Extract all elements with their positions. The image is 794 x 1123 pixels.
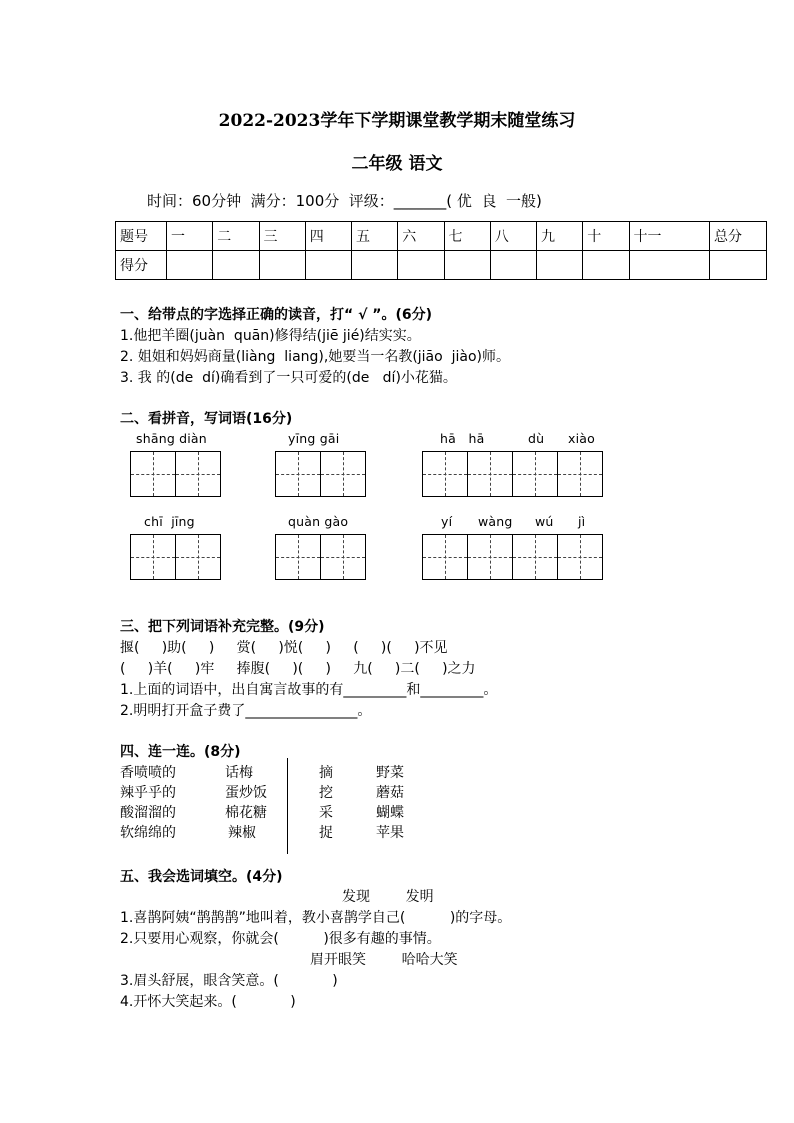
table-cell: 四 xyxy=(305,222,351,251)
pinyin-label: yīng gāi xyxy=(288,431,340,446)
score-input-cell[interactable] xyxy=(583,251,629,280)
match-item[interactable]: 挖 xyxy=(319,785,333,801)
writing-cell[interactable] xyxy=(512,451,558,497)
question-line: 4.开怀大笑起来。( ) xyxy=(120,994,296,1010)
question-line: 2. 姐姐和妈妈商量(liàng liang),她要当一名教(jiāo jiào)师。 xyxy=(120,349,510,365)
match-item[interactable]: 辣椒 xyxy=(228,825,256,841)
score-input-cell[interactable] xyxy=(352,251,398,280)
score-table xyxy=(115,221,767,280)
divider-line xyxy=(287,758,288,854)
match-item[interactable]: 香喷喷的 xyxy=(120,765,176,781)
pinyin-label: dù xyxy=(528,431,545,446)
question-line: 3. 我 的(de dí)确看到了一只可爱的(de dí)小花猫。 xyxy=(120,370,457,386)
writing-cell[interactable] xyxy=(422,451,468,497)
writing-cell[interactable] xyxy=(275,534,321,580)
section-2-title: 二、看拼音，写词语(16分) xyxy=(120,411,293,427)
match-item[interactable]: 蝴蝶 xyxy=(376,805,404,821)
table-cell: 总分 xyxy=(710,222,767,251)
writing-grid xyxy=(422,534,603,580)
pinyin-label: hā hā xyxy=(440,431,485,446)
writing-cell[interactable] xyxy=(275,451,321,497)
table-cell: 二 xyxy=(213,222,259,251)
table-cell: 八 xyxy=(490,222,536,251)
score-input-cell[interactable] xyxy=(305,251,351,280)
pinyin-label: wú xyxy=(535,514,554,529)
table-cell: 九 xyxy=(537,222,583,251)
score-input-cell[interactable] xyxy=(167,251,213,280)
exam-meta: 时间：60分钟 满分：100分 评级：_______( 优 良 一般) xyxy=(147,192,542,210)
question-line: 1.上面的词语中，出自寓言故事的有_________和_________。 xyxy=(120,682,498,698)
writing-grid xyxy=(130,451,221,497)
writing-cell[interactable] xyxy=(320,451,366,497)
score-input-cell[interactable] xyxy=(629,251,710,280)
writing-cell[interactable] xyxy=(130,451,176,497)
score-header-row xyxy=(116,222,767,251)
table-cell: 一 xyxy=(167,222,213,251)
question-line: 3.眉头舒展，眼含笑意。( ) xyxy=(120,973,338,989)
match-item[interactable]: 捉 xyxy=(319,825,333,841)
page-title: 2022-2023学年下学期课堂教学期末随堂练习 xyxy=(218,111,576,131)
table-cell: 七 xyxy=(444,222,490,251)
question-line: 揠( )助( ) 赏( )悦( ) ( )( )不见 xyxy=(120,640,448,656)
table-cell: 五 xyxy=(352,222,398,251)
section-1-title: 一、给带点的字选择正确的读音，打“ √ ”。(6分) xyxy=(120,307,433,323)
score-input-cell[interactable] xyxy=(444,251,490,280)
section-3-title: 三、把下列词语补充完整。(9分) xyxy=(120,619,325,635)
pinyin-label: shāng diàn xyxy=(136,431,207,446)
match-item[interactable]: 蛋炒饭 xyxy=(225,785,267,801)
table-cell: 十 xyxy=(583,222,629,251)
score-value-row xyxy=(116,251,767,280)
score-input-cell[interactable] xyxy=(490,251,536,280)
pinyin-label: xiào xyxy=(568,431,595,446)
pinyin-label: chī jīng xyxy=(144,514,195,529)
match-item[interactable]: 酸溜溜的 xyxy=(120,805,176,821)
table-cell: 题号 xyxy=(116,222,167,251)
match-item[interactable]: 苹果 xyxy=(376,825,404,841)
pinyin-label: wàng xyxy=(478,514,513,529)
word-choices: 眉开眼笑 哈哈大笑 xyxy=(310,952,458,968)
question-line: 1.喜鹊阿姨“鹊鹊鹊”地叫着，教小喜鹊学自己( )的字母。 xyxy=(120,910,512,926)
page-subtitle: 二年级 语文 xyxy=(351,154,443,174)
writing-cell[interactable] xyxy=(422,534,468,580)
section-5-title: 五、我会选词填空。(4分) xyxy=(120,869,283,885)
match-item[interactable]: 棉花糖 xyxy=(225,805,267,821)
question-line: 2.明明打开盒子费了________________。 xyxy=(120,703,372,719)
writing-grid xyxy=(130,534,221,580)
match-item[interactable]: 野菜 xyxy=(376,765,404,781)
score-input-cell[interactable] xyxy=(710,251,767,280)
match-item[interactable]: 辣乎乎的 xyxy=(120,785,176,801)
pinyin-label: quàn gào xyxy=(288,514,349,529)
writing-cell[interactable] xyxy=(320,534,366,580)
match-item[interactable]: 软绵绵的 xyxy=(120,825,176,841)
score-input-cell[interactable] xyxy=(259,251,305,280)
pinyin-label: jì xyxy=(578,514,586,529)
writing-cell[interactable] xyxy=(557,534,603,580)
pinyin-label: yí xyxy=(441,514,453,529)
writing-grid xyxy=(275,534,366,580)
score-input-cell[interactable] xyxy=(537,251,583,280)
writing-cell[interactable] xyxy=(175,451,221,497)
table-cell: 三 xyxy=(259,222,305,251)
score-input-cell[interactable] xyxy=(213,251,259,280)
writing-grid xyxy=(275,451,366,497)
writing-cell[interactable] xyxy=(512,534,558,580)
match-item[interactable]: 摘 xyxy=(319,765,333,781)
score-input-cell[interactable] xyxy=(398,251,444,280)
writing-cell[interactable] xyxy=(467,451,513,497)
writing-cell[interactable] xyxy=(130,534,176,580)
section-4-title: 四、连一连。(8分) xyxy=(120,744,241,760)
writing-cell[interactable] xyxy=(467,534,513,580)
word-choices: 发现 发明 xyxy=(342,889,434,905)
question-line: 1.他把羊圈(juàn quān)修得结(jiē jié)结实实。 xyxy=(120,328,421,344)
match-item[interactable]: 采 xyxy=(319,805,333,821)
writing-cell[interactable] xyxy=(175,534,221,580)
table-cell: 十一 xyxy=(629,222,710,251)
question-line: ( )羊( )牢 捧腹( )( ) 九( )二( )之力 xyxy=(120,661,476,677)
match-item[interactable]: 话梅 xyxy=(225,765,253,781)
question-line: 2.只要用心观察，你就会( )很多有趣的事情。 xyxy=(120,931,441,947)
table-cell: 得分 xyxy=(116,251,167,280)
match-item[interactable]: 蘑菇 xyxy=(376,785,404,801)
table-cell: 六 xyxy=(398,222,444,251)
writing-cell[interactable] xyxy=(557,451,603,497)
writing-grid xyxy=(422,451,603,497)
